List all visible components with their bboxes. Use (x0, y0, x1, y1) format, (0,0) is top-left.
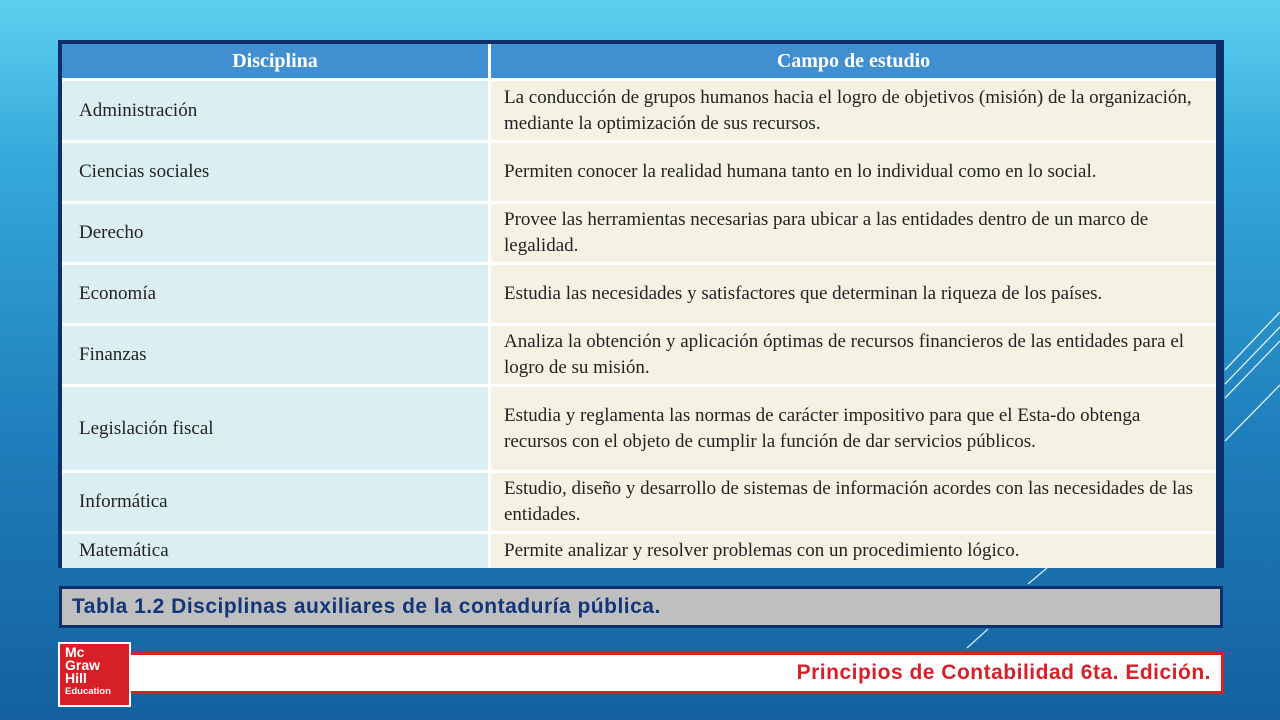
table-row (62, 326, 1216, 387)
header-campo-de-estudio: Campo de estudio (491, 44, 1216, 81)
disciplina-cell: Finanzas (62, 326, 491, 387)
campo-cell: Analiza la obtención y aplicación óptimas de recursos financieros de las entidades para el logro de su misión. (491, 326, 1216, 387)
disciplina-cell: Matemática (62, 534, 491, 568)
header-disciplina: Disciplina (62, 44, 491, 81)
logo-line: Graw (65, 657, 101, 673)
disciplines-table (62, 44, 1216, 568)
table-row (62, 204, 1216, 265)
disciplina-cell: Derecho (62, 204, 491, 265)
disciplines-table-frame (58, 40, 1224, 568)
book-title-bar: Principios de Contabilidad 6ta. Edición. (128, 652, 1224, 694)
campo-cell: Permiten conocer la realidad humana tanto en lo individual como en lo social. (491, 143, 1216, 204)
table-row (62, 387, 1216, 473)
table-row (62, 81, 1216, 143)
campo-cell: Provee las herramientas necesarias para ubicar a las entidades dentro de un marco de legalidad. (491, 204, 1216, 265)
logo-line: Education (65, 686, 111, 697)
table-row (62, 534, 1216, 568)
campo-cell: Permite analizar y resolver problemas con un procedimiento lógico. (491, 534, 1216, 568)
logo-line: Mc (65, 644, 85, 660)
campo-cell: Estudia y reglamenta las normas de carácter impositivo para que el Esta-do obtenga recursos con el objeto de cumplir la función de dar servicios públicos. (491, 387, 1216, 473)
disciplina-cell: Ciencias sociales (62, 143, 491, 204)
campo-cell: La conducción de grupos humanos hacia el logro de objetivos (misión) de la organización, mediante la optimización de sus recursos. (491, 81, 1216, 143)
disciplina-cell: Legislación fiscal (62, 387, 491, 473)
table-row (62, 143, 1216, 204)
mcgraw-hill-logo (58, 642, 131, 707)
campo-cell: Estudio, diseño y desarrollo de sistemas de información acordes con las necesidades de las entidades. (491, 473, 1216, 534)
disciplina-cell: Informática (62, 473, 491, 534)
table-row (62, 265, 1216, 326)
disciplina-cell: Economía (62, 265, 491, 326)
table-row (62, 473, 1216, 534)
disciplina-cell: Administración (62, 81, 491, 143)
table-header-row (62, 44, 1216, 81)
campo-cell: Estudia las necesidades y satisfactores que determinan la riqueza de los países. (491, 265, 1216, 326)
table-caption: Tabla 1.2 Disciplinas auxiliares de la contaduría pública. (59, 586, 1223, 628)
logo-line: Hill (65, 670, 87, 686)
